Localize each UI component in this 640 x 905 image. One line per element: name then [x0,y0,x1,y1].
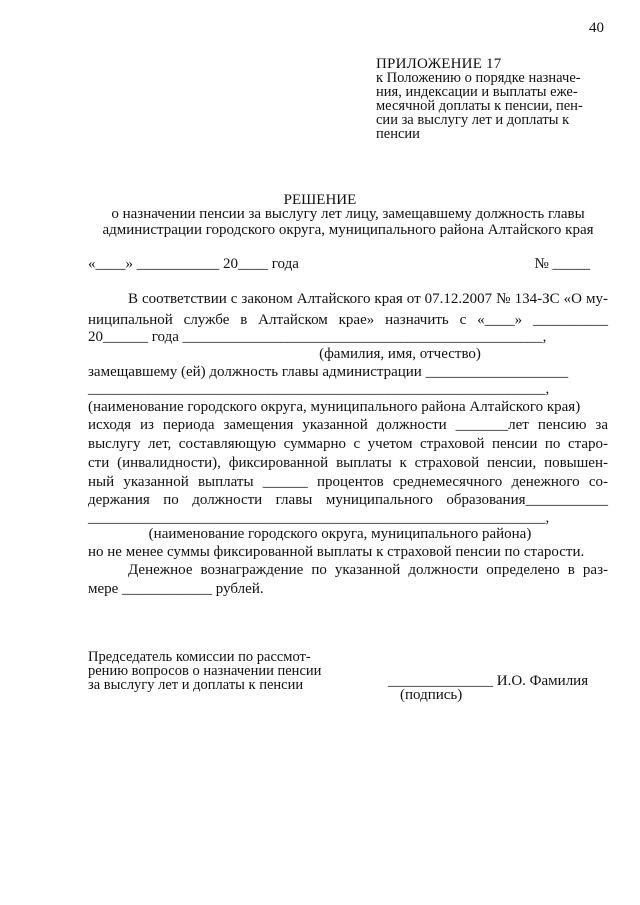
body-line: ниципальной службе в Алтайском крае» назначить с «____» __________ [88,312,608,328]
appendix-line: сии за выслугу лет и доплаты к [376,112,570,128]
subtitle-line: администрации городского округа, муниципального района Алтайского края [102,222,594,238]
signatory-line: Председатель комиссии по рассмот- [88,649,311,665]
body-line: _____________________________________________________________, [88,510,550,526]
signatory-line: за выслугу лет и доплаты к пенсии [88,677,304,693]
body-line: держания по должности главы муниципального образования___________ [88,492,608,508]
body-line: В соответствии с законом Алтайского края от 07.12.2007 № 134-ЗС «О му- [128,291,608,307]
body-line: замещавшему (ей) должность главы администрации ___________________ [88,364,569,380]
caption-municipality-2: (наименование городского округа, муниципального района) [148,526,532,542]
body-line: но не менее суммы фиксированной выплаты к страховой пенсии по старости. [88,544,585,560]
body-line: выслугу лет, составляющую суммарно с учетом страховой пенсии по старо- [88,436,608,452]
body-line: _____________________________________________________________, [88,381,550,397]
caption-fio: (фамилия, имя, отчество) [319,346,481,362]
body-line: сти (инвалидности), фиксированной выплаты к страховой пенсии, повышен- [88,455,608,471]
signatory-line: рению вопросов о назначении пенсии [88,663,322,679]
subtitle-line: о назначении пенсии за выслугу лет лицу, замещавшему должность главы [111,206,585,222]
body-line: 20______ года ________________________________________________, [88,329,547,345]
appendix-line: месячной доплаты к пенсии, пен- [376,98,583,114]
signature-caption: (подпись) [400,687,463,703]
date-line [88,256,608,273]
appendix-block [376,57,606,141]
signature-line: ______________ И.О. Фамилия [388,673,589,689]
page-number: 40 [589,20,604,36]
body-line: исходя из периода замещения указанной должности _______лет пенсию за [88,417,608,433]
body-line: мере ____________ рублей. [88,581,264,597]
body-line: ный указанной выплаты ______ процентов среднемесячного денежного со- [88,474,608,490]
date-field: «____» ___________ 20____ года [88,256,299,272]
signatory-title [88,650,358,692]
appendix-line: ния, индексации и выплаты еже- [376,84,578,100]
document-subtitle [88,206,608,238]
document-title: РЕШЕНИЕ [283,192,357,208]
body-line: Денежное вознаграждение по указанной должности определено в раз- [128,562,608,578]
appendix-line: к Положению о порядке назначе- [376,70,581,86]
appendix-line: пенсии [376,126,420,142]
caption-municipality: (наименование городского округа, муниципального района Алтайского края) [88,399,581,415]
appendix-heading: ПРИЛОЖЕНИЕ 17 [376,56,502,72]
number-field: № _____ [534,256,590,272]
